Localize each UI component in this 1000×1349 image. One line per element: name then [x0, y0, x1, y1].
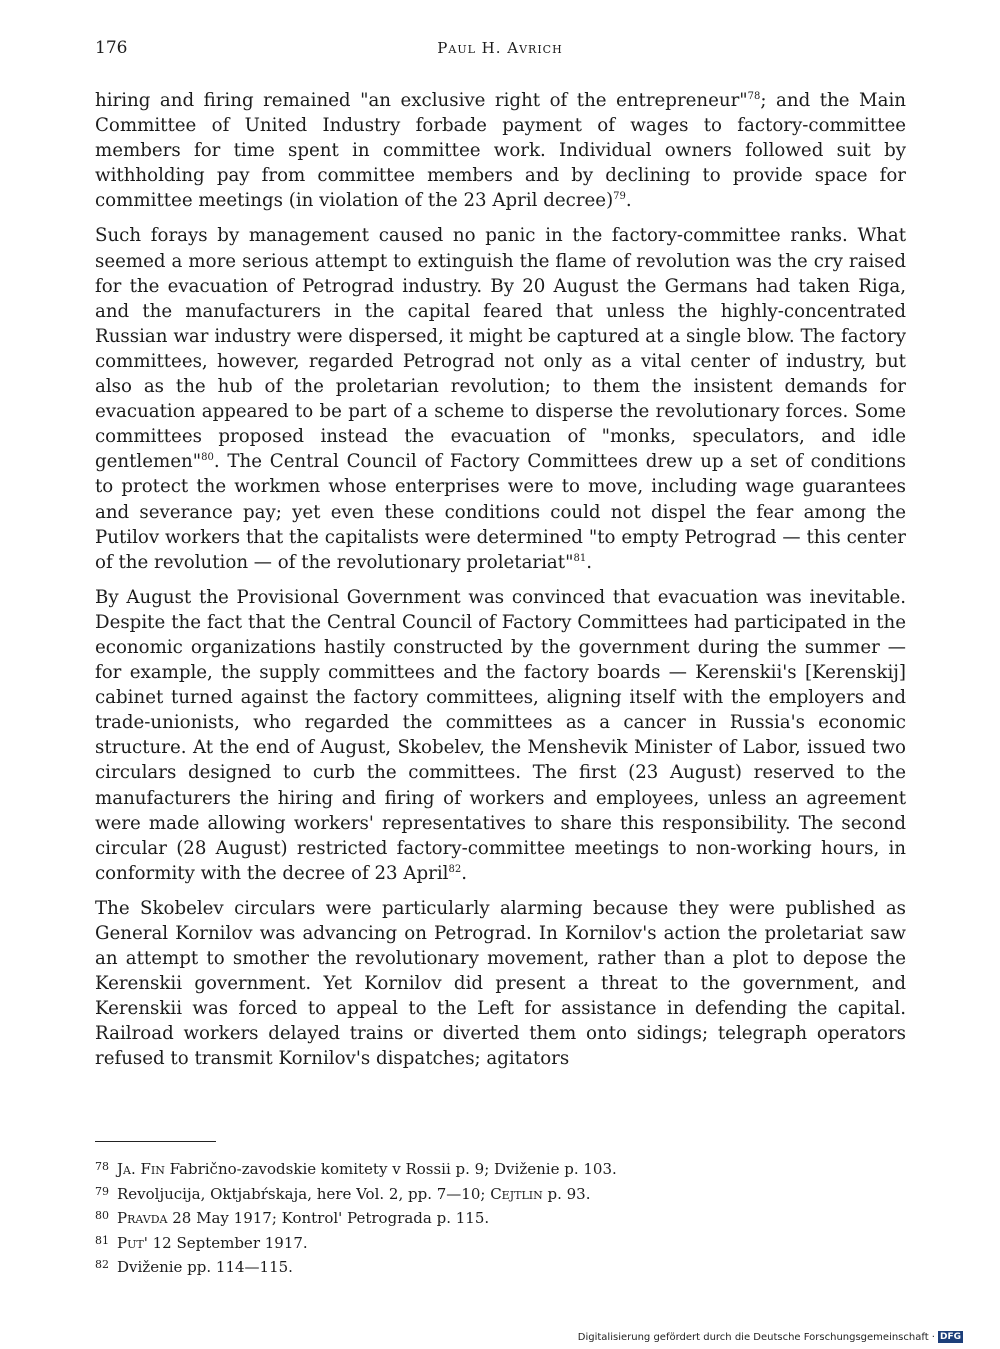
body-text [95, 88, 906, 1082]
author-name: Pravda [117, 1209, 168, 1228]
footnotes [95, 1156, 906, 1279]
paragraph [95, 585, 906, 886]
footnote-reference: 78 [747, 91, 761, 102]
text-run: Revoljucija, Oktjabŕskaja, here Vol. 2, pp. 7—10; [117, 1184, 491, 1203]
text-run: . [625, 190, 632, 212]
page-header [95, 38, 905, 64]
paragraph [95, 896, 906, 1072]
footnote-number: 82 [95, 1258, 109, 1272]
text-run: . [586, 551, 592, 573]
footnote [95, 1254, 906, 1279]
text-run: . The Central Council of Factory Committees drew up a set of conditions to protect the workmen whose enterprises were to move, including wage guarantees and severance pay; yet even these conditions could not dispel the fear among the Putilov workers that the capitalists were determined "to empty Petrograd — this center of the revolution — of the revolutionary proletariat" [95, 451, 906, 573]
text-run: 28 May 1917; Kontrol' Petrograda p. 115. [167, 1209, 490, 1228]
footnote-reference: 79 [613, 191, 626, 203]
text-run: Dviženie pp. 114—115. [117, 1258, 293, 1277]
footnote-reference: 80 [201, 452, 214, 464]
page-number: 176 [95, 38, 128, 58]
funding-credit [578, 1331, 963, 1343]
dfg-logo-icon: DFG [939, 1332, 961, 1342]
footnote-reference: 82 [448, 863, 462, 875]
footnote [95, 1205, 906, 1230]
footnote-divider [95, 1141, 216, 1142]
footnote-number: 81 [95, 1233, 109, 1247]
text-run: By August the Provisional Government was convinced that evacuation was inevitable. Despite the fact that the Central Council of Factory Committees had participated in the economic organizations hastily constructed by the government during the summer — for example, the supply committees and the factory boards — Kerenskii's [Kerenskij] cabinet turned against the factory committees, aligning itself with the employers and trade-unionists, who regarded the committees as a cancer in Russia's economic structure. At the end of August, Skobelev, the Menshevik Minister of Labor, issued two circulars designed to curb the committees. The first (23 August) reserved to the manufacturers the hiring and firing of workers and employees, unless an agreement were made allowing workers' representatives to share this responsibility. The second circular (28 August) restricted factory-committee meetings to non-working hours, in conformity with the decree of 23 April [95, 586, 906, 884]
text-run: Such forays by management caused no panic in the factory-committee ranks. What seemed a more serious attempt to extinguish the flame of revolution was the cry raised for the evacuation of Petrograd industry. By 20 August the Germans had taken Riga, and the manufacturers in the capital feared that unless the highly-concentrated Russian war industry were dispersed, it might be captured at a single blow. The factory committees, however, regarded Petrograd not only as a vital center of industry, but also as the hub of the proletarian revolution; to them the insistent demands for evacuation appeared to be part of a scheme to disperse the revolutionary forces. Some committees proposed instead the evacuation of "monks, speculators, and idle gentlemen" [95, 225, 906, 473]
footnote [95, 1181, 906, 1206]
text-run: hiring and firing remained "an exclusive right of the entrepreneur" [95, 90, 748, 111]
author-name: Cejtlin [490, 1184, 543, 1203]
text-run: ; and the Main Committee of United Industry forbade payment of wages to factory-committee members for time spent in committee work. Individual owners followed suit by withholding pay from committee members and by declining to provide space for committee meetings (in violation of the 23 April decree) [95, 90, 906, 212]
footnote [95, 1156, 906, 1181]
footnote-number: 79 [95, 1184, 109, 1198]
footnote-number: 80 [95, 1209, 109, 1223]
text-run: Fabrično-zavodskie komitety v Rossii p. 9; Dviženie p. 103. [164, 1160, 617, 1178]
paragraph [95, 223, 906, 574]
author-name: Put' [117, 1233, 148, 1252]
footnote-reference: 81 [573, 552, 587, 564]
author-name: Ja. Fin [117, 1160, 165, 1178]
text-run: 12 September 1917. [147, 1233, 308, 1252]
credit-text: Digitalisierung gefördert durch die Deutsche Forschungsgemeinschaft · [577, 1331, 935, 1343]
text-run: The Skobelev circulars were particularly alarming because they were published as General Kornilov was advancing on Petrograd. In Kornilov's action the proletariat saw an attempt to smother the revolutionary movement, rather than a plot to depose the Kerenskii government. Yet Kornilov did present a threat to the government, and Kerenskii was forced to appeal to the Left for assistance in defending the capital. Railroad workers delayed trains or diverted them onto sidings; telegraph operators refused to transmit Kornilov's dispatches; agitators [95, 897, 906, 1070]
footnote [95, 1230, 906, 1255]
footnote-number: 78 [95, 1160, 109, 1173]
text-run: p. 93. [542, 1184, 591, 1203]
running-head: Paul H. Avrich [437, 39, 563, 57]
paragraph [95, 88, 906, 213]
text-run: . [461, 862, 468, 884]
